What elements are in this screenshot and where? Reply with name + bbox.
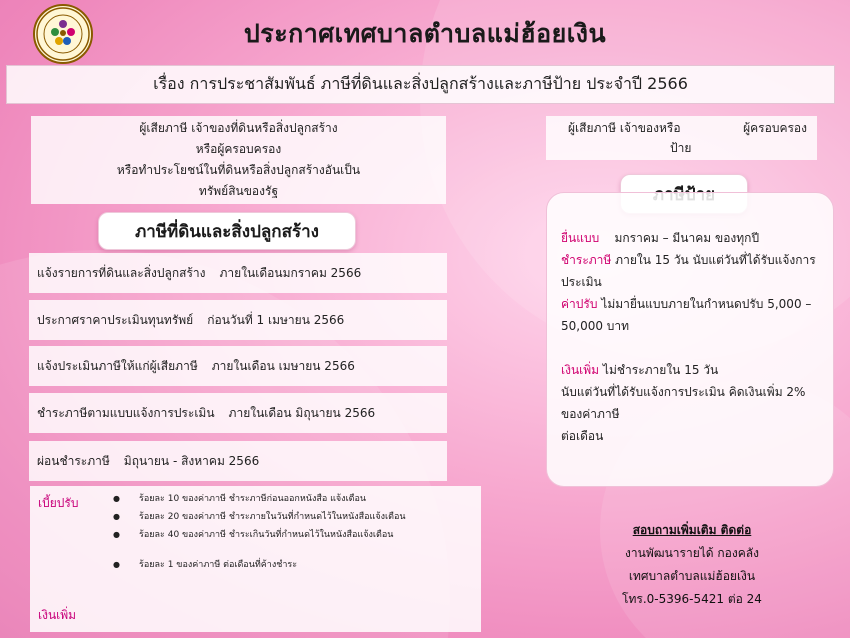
step-label: ผ่อนชำระภาษี <box>37 453 110 468</box>
contact-phone: โทร.0-5396-5421 ต่อ 24 <box>622 592 762 606</box>
taxpayer-land-line: หรือทำประโยชน์ในที่ดินหรือสิ่งปลูกสร้างอันเป็น <box>116 163 361 177</box>
taxpayer-land-line: หรือผู้ครอบครอง <box>195 142 282 156</box>
sign-surcharge-text: ของค่าภาษี <box>561 407 620 421</box>
contact-line: งานพัฒนารายได้ กองคลัง <box>625 546 759 560</box>
land-penalty-box <box>30 486 481 632</box>
submit-text: มกราคม – มีนาคม ของทุกปี <box>614 231 760 245</box>
fine-text: ไม่มายื่นแบบภายในกำหนดปรับ 5,000 – <box>601 297 812 311</box>
taxpayer-sign-text: ผู้เสียภาษี เจ้าของหรือ <box>568 121 681 135</box>
step-deadline: ภายในเดือน มิถุนายน 2566 <box>228 405 376 420</box>
step-label: แจ้งรายการที่ดินและสิ่งปลูกสร้าง <box>37 265 206 280</box>
step-deadline: ภายในเดือนมกราคม 2566 <box>219 265 362 280</box>
penalty-item: ● ร้อยละ 40 ของค่าภาษี ชำระเกินวันที่กำหนดไว้ในหนังสือแจ้งเตือน <box>125 528 406 546</box>
penalty-item: ● ร้อยละ 10 ของค่าภาษี ชำระภาษีก่อนออกหนังสือ แจ้งเตือน <box>125 492 406 510</box>
sign-tax-box <box>546 192 834 487</box>
submit-label: ยื่นแบบ <box>561 231 600 245</box>
land-step <box>29 393 447 433</box>
step-label: ชำระภาษีตามแบบแจ้งการประเมิน <box>37 405 215 420</box>
land-step <box>29 300 447 340</box>
page-title: ประกาศเทศบาลตำบลแม่ฮ้อยเงิน <box>243 19 607 48</box>
land-step <box>29 253 447 293</box>
taxpayer-sign-text: ผู้ครอบครอง <box>743 121 807 135</box>
penalty-item: ● ร้อยละ 1 ของค่าภาษี ต่อเดือนที่ค้างชำระ <box>125 558 406 576</box>
land-step <box>29 346 447 386</box>
taxpayer-sign-box <box>546 116 817 160</box>
fine-label: ค่าปรับ <box>561 297 598 311</box>
penalty-item: ● ร้อยละ 20 ของค่าภาษี ชำระภายในวันที่กำหนดไว้ในหนังสือแจ้งเตือน <box>125 510 406 528</box>
contact-block <box>586 519 798 611</box>
subject-bar: เรื่อง การประชาสัมพันธ์ ภาษีที่ดินและสิ่งปลูกสร้างและภาษีป้าย ประจำปี 2566 <box>6 65 835 104</box>
step-label: ประกาศราคาประเมินทุนทรัพย์ <box>37 312 194 327</box>
land-tax-title: ภาษีที่ดินและสิ่งปลูกสร้าง <box>98 212 356 250</box>
contact-line: เทศบาลตำบลแม่ฮ้อยเงิน <box>628 569 756 583</box>
taxpayer-land-line: ผู้เสียภาษี เจ้าของที่ดินหรือสิ่งปลูกสร้าง <box>139 121 338 135</box>
fine-text: 50,000 บาท <box>561 319 630 333</box>
sign-surcharge-text: ต่อเดือน <box>561 429 604 443</box>
taxpayer-sign-text: ป้าย <box>670 141 692 155</box>
land-step <box>29 441 447 481</box>
penalty-list <box>125 492 406 576</box>
step-deadline: ภายในเดือน เมษายน 2566 <box>211 358 355 373</box>
step-deadline: มิถุนายน - สิงหาคม 2566 <box>123 453 260 468</box>
pay-label: ชำระภาษี <box>561 253 612 267</box>
sign-surcharge-text: ไม่ชำระภายใน 15 วัน <box>602 363 719 377</box>
step-deadline: ก่อนวันที่ 1 เมษายน 2566 <box>207 312 345 327</box>
penalty-label: เบี้ยปรับ <box>38 496 79 510</box>
sign-surcharge-text: นับแต่วันที่ได้รับแจ้งการประเมิน คิดเงินเพิ่ม 2% <box>561 385 806 399</box>
step-label: แจ้งประเมินภาษีให้แก่ผู้เสียภาษี <box>37 358 198 373</box>
surcharge-label: เงินเพิ่ม <box>38 608 77 622</box>
taxpayer-land-line: ทรัพย์สินของรัฐ <box>198 184 279 198</box>
pay-text: ประเมิน <box>561 275 602 289</box>
pay-text: ภายใน 15 วัน นับแต่วันที่ได้รับแจ้งการ <box>615 253 816 267</box>
contact-heading: สอบถามเพิ่มเติม ติดต่อ <box>632 523 752 537</box>
sign-surcharge-label: เงินเพิ่ม <box>561 363 600 377</box>
taxpayer-land-box <box>31 116 446 204</box>
